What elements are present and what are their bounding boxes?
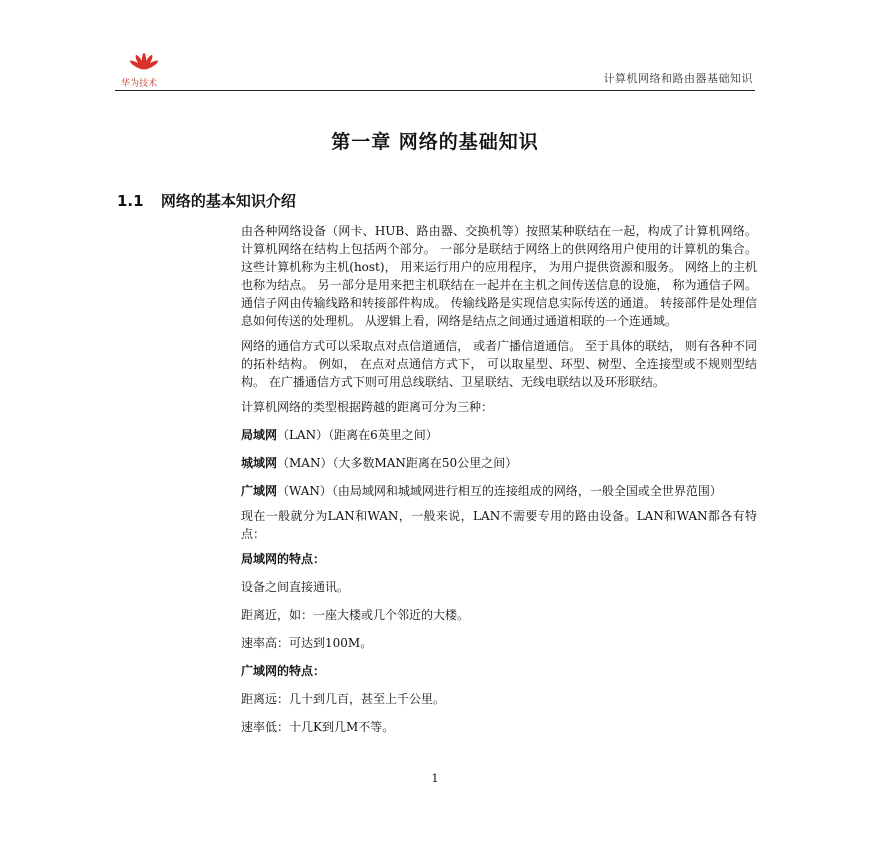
net-type-man <box>241 454 757 472</box>
lan-feature-item: 速率高：可达到100M。 <box>241 636 373 650</box>
net-type-wan <box>241 482 757 500</box>
paragraph-lan-wan: 现在一般就分为LAN和WAN，一般来说，LAN不需要专用的路由设备。LAN和WAN都各有特点： <box>241 509 757 541</box>
net-type-man-desc: （MAN）（大多数MAN距离在50公里之间） <box>277 456 518 470</box>
paragraph-communication: 网络的通信方式可以采取点对点信道通信， 或者广播信道通信。 至于具体的联结， 则有各种不同的拓朴结构。 例如， 在点对点通信方式下， 可以取星型、环型、树型、全连接型或不规则型结构。 在广播通信方式下则可用总线联结、卫星联结、无线电联结以及环形联结。 <box>241 339 757 389</box>
section-heading: 网络的基本知识介绍 <box>160 192 296 210</box>
logo-text: 华为技术 <box>121 79 158 89</box>
header-doc-title: 计算机网络和路由器基础知识 <box>603 72 753 85</box>
lan-feature-item: 设备之间直接通讯。 <box>241 580 350 594</box>
net-type-wan-term: 广域网 <box>241 484 278 498</box>
lan-features-heading <box>241 550 757 568</box>
page-header <box>115 52 755 91</box>
lan-features-heading-text: 局域网的特点： <box>241 552 326 566</box>
net-type-lan <box>241 426 757 444</box>
net-type-man-term: 城域网 <box>241 456 278 470</box>
petal-logo-icon <box>129 52 159 74</box>
body-text <box>241 222 757 746</box>
net-type-wan-desc: （WAN）（由局域网和城域网进行相互的连接组成的网络，一般全国或全世界范围） <box>277 484 722 498</box>
wan-features-heading <box>241 662 757 680</box>
wan-feature-item: 距离远：几十到几百，甚至上千公里。 <box>241 692 446 706</box>
net-type-lan-term: 局域网 <box>241 428 278 442</box>
paragraph-network-intro: 由各种网络设备（网卡、HUB、路由器、交换机等）按照某种联结在一起，构成了计算机网络。 计算机网络在结构上包括两个部分。 一部分是联结于网络上的供网络用户使用的计算机的集合。 这些计算机称为主机(host)， 用来运行用户的应用程序， 为用户提供资源和服务。 网络上的主机也称为结点。 另一部分是用来把主机联结在一起并在主机之间传送信息的设施， 称为通信子网。 通信子网由传输线路和转接部件构成。 传输线路是实现信息实际传送的通道。 转接部件是处理信息如何传送的处理机。 从逻辑上看，网络是结点之间通过通道相联的一个连通域。 <box>241 224 757 328</box>
section-title <box>117 190 296 211</box>
page-number: 1 <box>431 772 439 785</box>
company-logo <box>115 52 175 88</box>
chapter-title: 第一章 网络的基础知识 <box>331 131 539 153</box>
section-number: 1.1 <box>117 192 144 210</box>
wan-feature-item: 速率低：十几K到几M不等。 <box>241 720 395 734</box>
net-type-lan-desc: （LAN）（距离在6英里之间） <box>277 428 438 442</box>
lan-feature-item: 距离近，如：一座大楼或几个邻近的大楼。 <box>241 608 470 622</box>
paragraph-network-types: 计算机网络的类型根据跨越的距离可分为三种： <box>241 400 494 414</box>
wan-features-heading-text: 广域网的特点： <box>241 664 326 678</box>
